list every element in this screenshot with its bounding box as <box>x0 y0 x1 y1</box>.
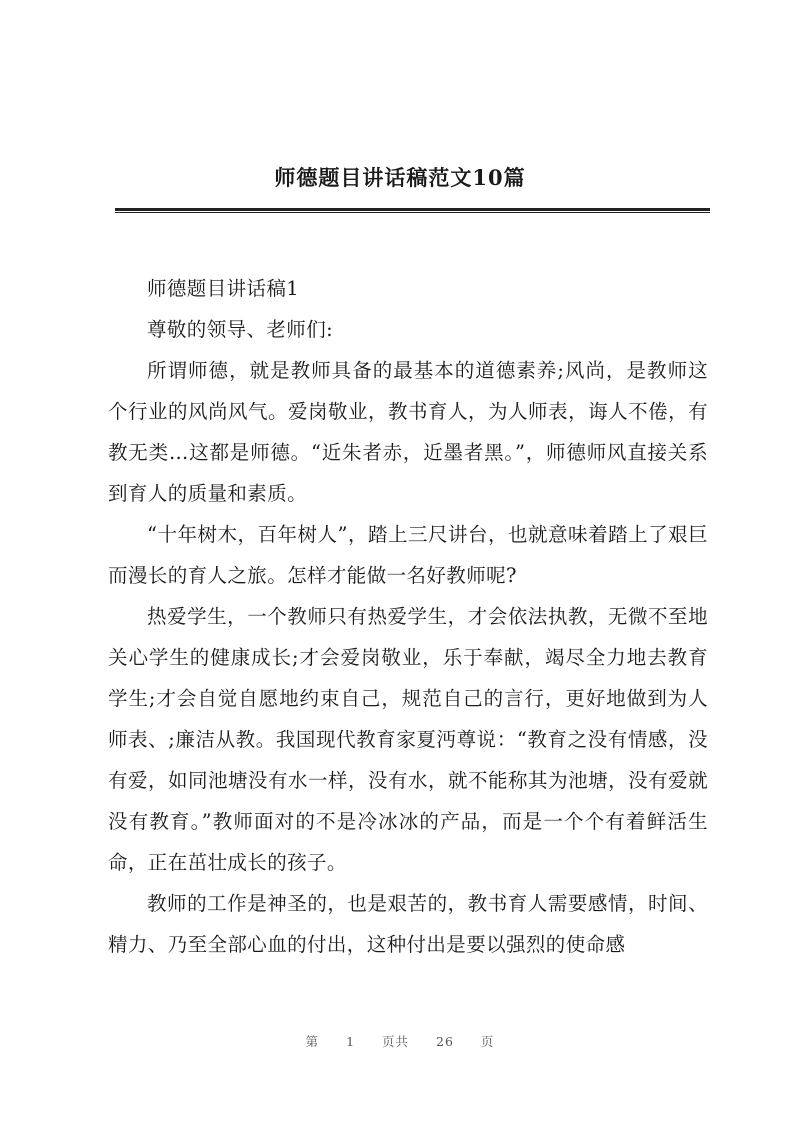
paragraph: 教师的工作是神圣的，也是艰苦的，教书育人需要感情，时间、精力、乃至全部心血的付出，这种付出是要以强烈的使命感 <box>108 892 708 956</box>
greeting-line: 尊敬的领导、老师们: <box>147 318 334 341</box>
footer-prefix: 第 <box>305 1034 320 1049</box>
document-body <box>108 268 708 965</box>
paragraph: 所谓师德，就是教师具备的最基本的道德素养;风尚，是教师这个行业的风尚风气。爱岗敬业，教书育人，为人师表，诲人不倦，有教无类…这都是师德。“近朱者赤，近墨者黑。”，师德师风直接关系到育人的质量和素质。 <box>108 359 708 505</box>
title-divider <box>115 208 710 213</box>
current-page-number: 1 <box>346 1034 356 1049</box>
section-heading: 师德题目讲话稿1 <box>147 277 300 300</box>
total-pages-number: 26 <box>436 1034 454 1049</box>
paragraph: “十年树木，百年树人”，踏上三尺讲台，也就意味着踏上了艰巨而漫长的育人之旅。怎样才能做一名好教师呢? <box>108 523 708 587</box>
document-title: 师德题目讲话稿范文10篇 <box>274 165 526 190</box>
paragraph: 热爱学生，一个教师只有热爱学生，才会依法执教，无微不至地关心学生的健康成长;才会爱岗敬业，乐于奉献，竭尽全力地去教育学生;才会自觉自愿地约束自己，规范自己的言行，更好地做到为人师表、;廉洁从教。我国现代教育家夏沔尊说：“教育之没有情感，没有爱，如同池塘没有水一样，没有水，就不能称其为池塘，没有爱就没有教育。”教师面对的不是冷冰冰的产品，而是一个个有着鲜活生命，正在茁壮成长的孩子。 <box>108 605 708 874</box>
footer-suffix: 页 <box>480 1034 495 1049</box>
page-footer <box>0 1032 800 1050</box>
footer-middle: 页共 <box>382 1034 410 1049</box>
